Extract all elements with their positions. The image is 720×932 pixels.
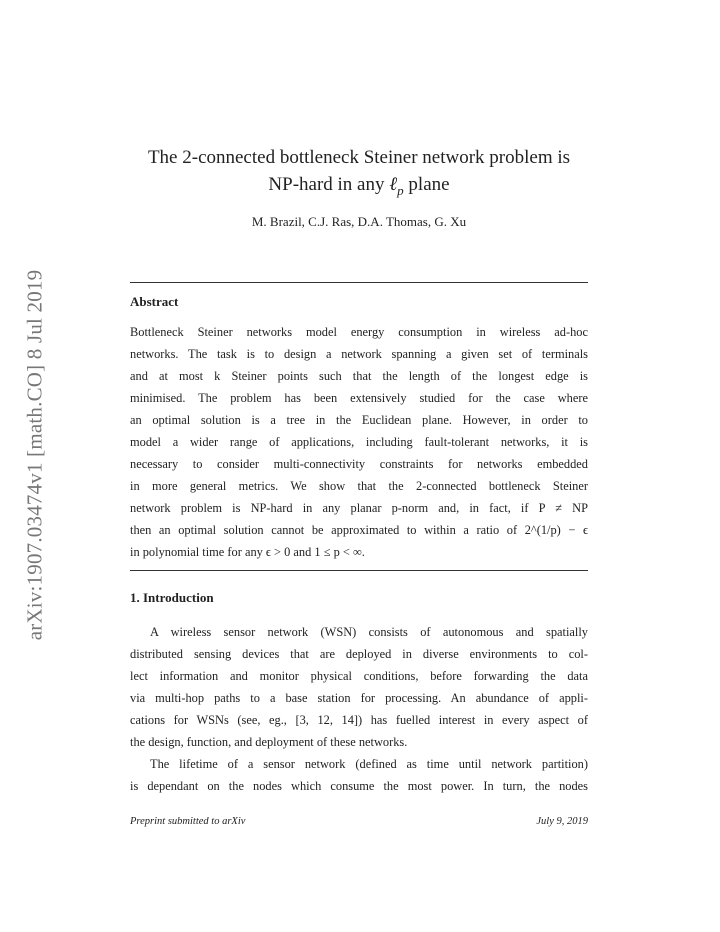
abstract-line: an optimal solution is a tree in the Euclidean plane. However, in order to xyxy=(130,413,588,427)
title-line-2-prefix: NP-hard in any xyxy=(268,174,390,195)
abstract-line: necessary to consider multi-connectivity constraints for networks embedded xyxy=(130,457,588,471)
abstract-line: model a wider range of applications, including fault-tolerant networks, it is xyxy=(130,435,588,449)
title-lp-symbol xyxy=(389,174,404,198)
abstract-line: networks. The task is to design a network spanning a given set of terminals xyxy=(130,347,588,361)
title-line-2-suffix: plane xyxy=(403,174,450,195)
abstract-line: Bottleneck Steiner networks model energy consumption in wireless ad-hoc xyxy=(130,325,588,339)
title-lp-ell: ℓ xyxy=(389,174,398,195)
introduction-line: lect information and monitor physical conditions, before forwarding the data xyxy=(130,669,588,683)
title-line-1: The 2-connected bottleneck Steiner network problem is xyxy=(147,147,571,168)
introduction-line: is dependant on the nodes which consume the most power. In turn, the nodes xyxy=(130,779,588,793)
abstract-line: and at most k Steiner points such that the length of the longest edge is xyxy=(130,369,588,383)
introduction-line: the design, function, and deployment of these networks. xyxy=(130,735,408,749)
introduction-line: A wireless sensor network (WSN) consists of autonomous and spatially xyxy=(150,625,588,639)
introduction-line: The lifetime of a sensor network (defined as time until network partition) xyxy=(150,757,588,771)
abstract-body xyxy=(130,321,588,563)
introduction-line: via multi-hop paths to a base station for processing. An abundance of appli- xyxy=(130,691,588,705)
paper-title xyxy=(130,144,588,204)
abstract-top-rule xyxy=(130,282,588,283)
title-line-2 xyxy=(130,171,588,204)
abstract-line: in more general metrics. We show that the 2-connected bottleneck Steiner xyxy=(130,479,588,493)
introduction-heading: 1. Introduction xyxy=(130,590,214,605)
author-list: M. Brazil, C.J. Ras, D.A. Thomas, G. Xu xyxy=(251,214,467,229)
introduction-line: distributed sensing devices that are deployed in diverse environments to col- xyxy=(130,647,588,661)
introduction-line: cations for WSNs (see, eg., [3, 12, 14]) has fuelled interest in every aspect of xyxy=(130,713,588,727)
abstract-line: minimised. The problem has been extensively studied for the case where xyxy=(130,391,588,405)
arxiv-identifier[interactable]: arXiv:1907.03474v1 [math.CO] 8 Jul 2019 xyxy=(22,269,47,641)
abstract-line: network problem is NP-hard in any planar p-norm and, in fact, if P ≠ NP xyxy=(130,501,588,515)
footer-preprint-note: Preprint submitted to arXiv xyxy=(130,816,246,827)
introduction-body xyxy=(130,621,588,797)
abstract-line: in polynomial time for any ϵ > 0 and 1 ≤ p < ∞. xyxy=(130,545,365,559)
title-lp-subscript: p xyxy=(397,182,404,198)
abstract-bottom-rule xyxy=(130,570,588,571)
footer-date: July 9, 2019 xyxy=(536,816,588,827)
abstract-line: then an optimal solution cannot be approximated to within a ratio of 2^(1/p) − ϵ xyxy=(130,523,588,537)
abstract-heading: Abstract xyxy=(130,294,179,309)
arxiv-sidebar xyxy=(20,245,50,665)
